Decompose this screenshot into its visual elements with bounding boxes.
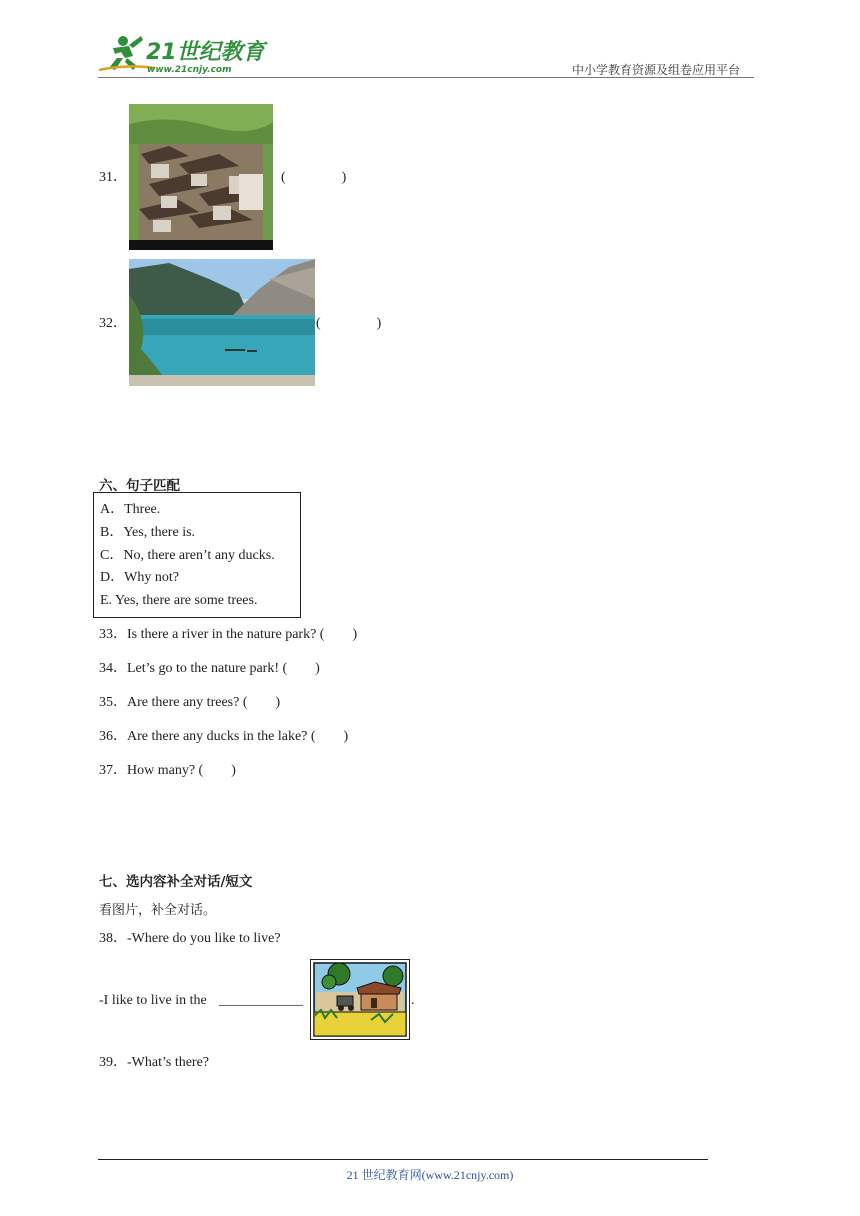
question-text: Let’s go to the nature park! ( ): [127, 661, 320, 676]
option-d: D．Why not?: [100, 570, 179, 585]
question-number: 36．: [99, 729, 127, 744]
question-33[interactable]: [99, 628, 357, 642]
question-number: 35．: [99, 695, 127, 710]
question-38-answer-suffix: .: [411, 993, 415, 1008]
question-number: 34．: [99, 661, 127, 676]
footer-link[interactable]: 21 世纪教育网(www.21cnjy.com): [346, 1168, 514, 1182]
question-37[interactable]: [99, 764, 236, 778]
logo-text: 21世纪教育: [146, 40, 265, 65]
question-38-blank[interactable]: ____________: [219, 993, 303, 1008]
question-35[interactable]: [99, 696, 280, 710]
question-38-answer-prefix: -I like to live in the: [99, 993, 207, 1008]
mountain-village-photo: [129, 104, 273, 250]
option-e: E. Yes, there are some trees.: [100, 593, 258, 608]
option-c: C．No, there aren’t any ducks.: [100, 548, 275, 563]
question-number: 33．: [99, 627, 127, 642]
footer-rule: [98, 1159, 708, 1160]
section-7-instruction: 看图片，补全对话。: [99, 903, 217, 918]
section-7-title: 七、选内容补全对话/短文: [99, 874, 253, 890]
question-number: 37．: [99, 763, 127, 778]
header-tagline: 中小学教育资源及组卷应用平台: [572, 63, 741, 77]
answer-blank-32[interactable]: ( ): [316, 316, 382, 331]
mountain-lake-photo: [129, 259, 315, 386]
question-number-32: 32．: [99, 316, 127, 331]
question-number-31: 31．: [99, 170, 127, 185]
option-a: A．Three.: [100, 502, 161, 517]
question-39-prompt: 39．-What’s there?: [99, 1055, 210, 1070]
question-34[interactable]: [99, 662, 320, 676]
question-text: Are there any trees? ( ): [127, 695, 281, 710]
question-38-prompt: 38．-Where do you like to live?: [99, 931, 281, 946]
question-text: Are there any ducks in the lake? ( ): [127, 729, 349, 744]
answer-blank-31[interactable]: ( ): [281, 170, 347, 185]
logo-url: www.21cnjy.com: [147, 65, 232, 75]
question-text: How many? ( ): [127, 763, 236, 778]
header-rule: [98, 77, 754, 78]
question-text: Is there a river in the nature park? ( ): [127, 627, 358, 642]
section-6-title: 六、句子匹配: [99, 478, 180, 494]
option-b: B．Yes, there is.: [100, 525, 196, 540]
farmhouse-illustration: [310, 959, 410, 1040]
question-36[interactable]: [99, 730, 348, 744]
